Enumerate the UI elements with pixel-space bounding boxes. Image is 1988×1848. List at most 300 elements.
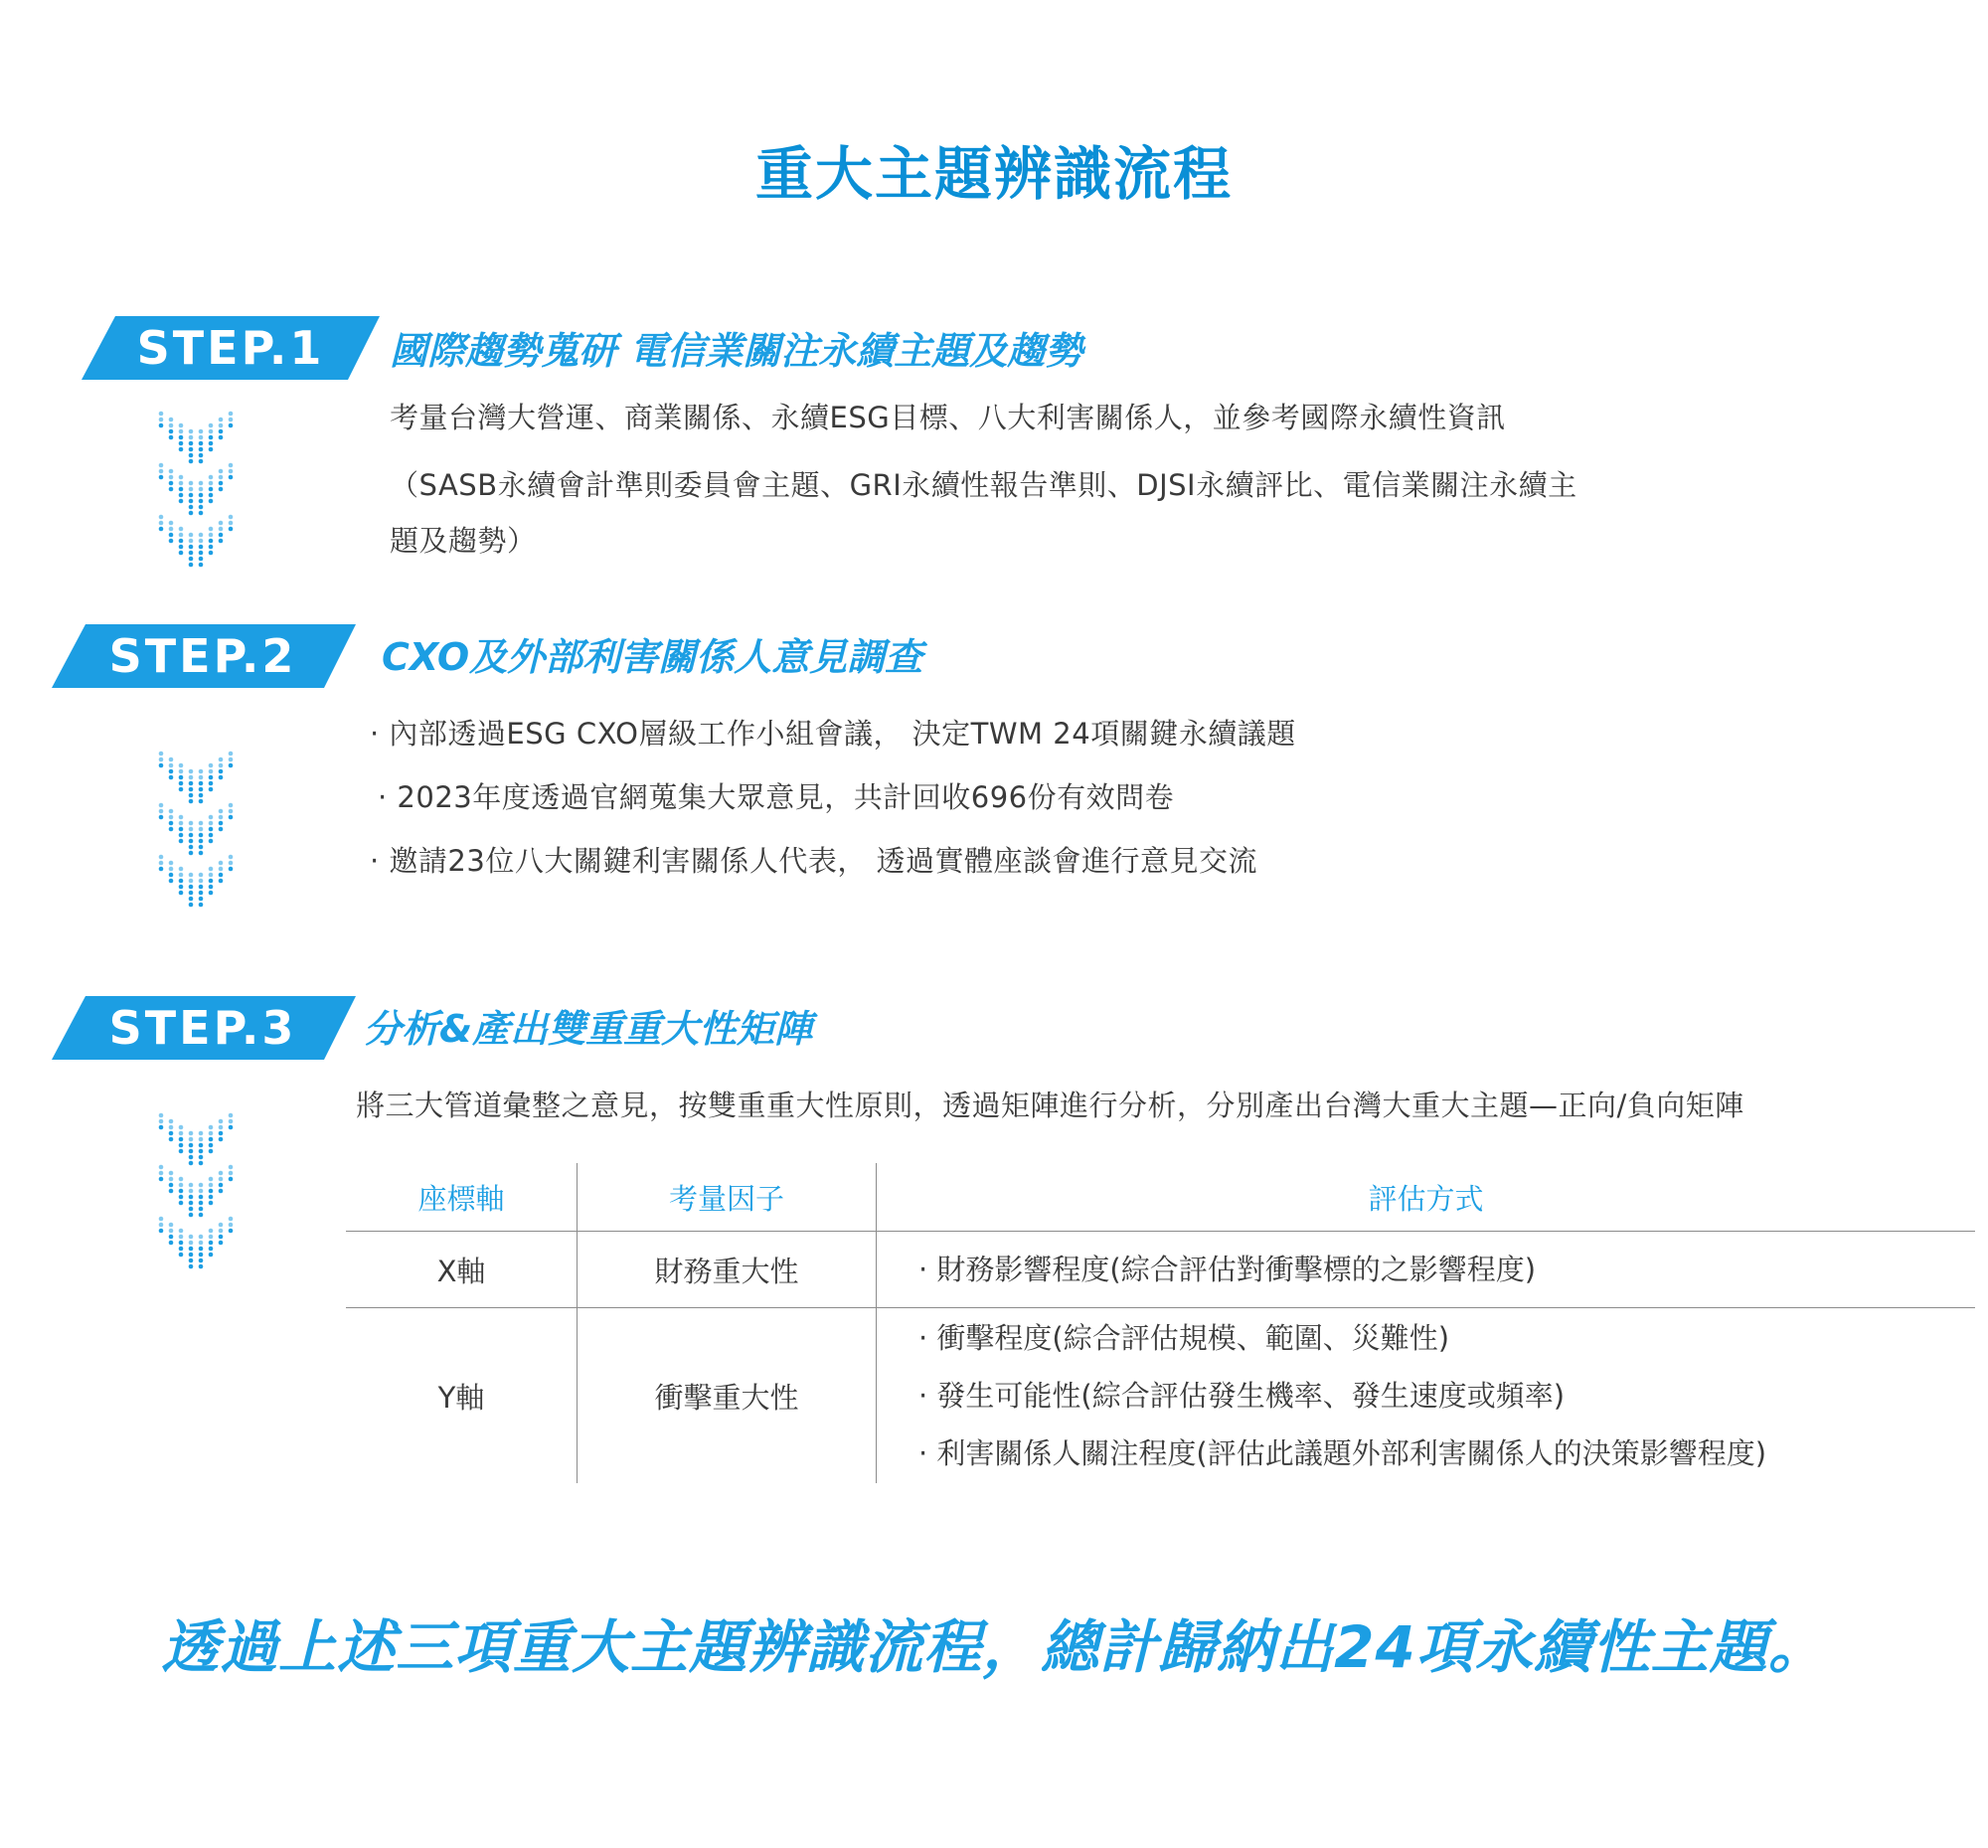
chevron-dot	[179, 487, 184, 492]
chevron-dot	[219, 481, 224, 486]
chevron-dot	[229, 469, 234, 474]
chevron-dot	[199, 1201, 204, 1206]
chevron-dot	[209, 1131, 214, 1136]
chevron-dot	[199, 1207, 204, 1212]
chevron-dot	[179, 1189, 184, 1194]
step-2-chevron-icon	[155, 748, 239, 915]
chevron-dot	[209, 533, 214, 538]
chevron-dot	[199, 1131, 204, 1136]
chevron-dot	[179, 1195, 184, 1200]
chevron-dot	[179, 827, 184, 832]
step-1-chevron-icon	[155, 408, 239, 575]
chevron-dot	[189, 833, 194, 838]
chevron-dot	[219, 475, 224, 480]
chevron-dot	[229, 763, 234, 768]
chevron-dot	[189, 1235, 194, 1240]
chevron-dot	[159, 867, 164, 872]
chevron-dot	[199, 1189, 204, 1194]
step-1-line-3: 題及趨勢）	[390, 524, 537, 558]
chevron-dot	[179, 815, 184, 820]
chevron-dot	[179, 441, 184, 446]
chevron-dot	[209, 499, 214, 504]
chevron-dot	[209, 487, 214, 492]
chevron-dot	[219, 418, 224, 422]
chevron-dot	[209, 787, 214, 792]
chevron-dot	[179, 1253, 184, 1258]
chevron-dot	[169, 487, 174, 492]
chevron-dot	[199, 435, 204, 440]
chevron-dot	[209, 481, 214, 486]
chevron-dot	[219, 1229, 224, 1234]
chevron-dot	[229, 861, 234, 866]
chevron-dot	[209, 781, 214, 786]
chevron-dot	[199, 891, 204, 896]
method-item: · 財務影響程度(綜合評估對衝擊標的之影響程度)	[918, 1253, 1537, 1286]
chevron-dot	[159, 1165, 164, 1170]
chevron-dot	[179, 551, 184, 556]
chevron-dot	[189, 879, 194, 884]
chevron-dot	[199, 429, 204, 434]
chevron-dot	[179, 499, 184, 504]
chevron-dot	[219, 1125, 224, 1130]
chevron-dot	[179, 1143, 184, 1148]
chevron-dot	[189, 429, 194, 434]
chevron-dot	[159, 521, 164, 526]
chevron-dot	[219, 423, 224, 428]
chevron-dot	[199, 493, 204, 498]
row-axis: X軸	[346, 1232, 578, 1308]
chevron-dot	[229, 527, 234, 532]
chevron-dot	[209, 815, 214, 820]
chevron-dot	[229, 463, 234, 468]
step-3-heading: 分析&產出雙重重大性矩陣	[364, 1007, 813, 1051]
chevron-dot	[169, 809, 174, 814]
chevron-dot	[179, 1131, 184, 1136]
chevron-dot	[169, 1183, 174, 1188]
chevron-dot	[159, 412, 164, 417]
chevron-dot	[179, 781, 184, 786]
chevron-dot	[189, 1259, 194, 1263]
step-1-heading: 國際趨勢蒐研 電信業關注永續主題及趨勢	[390, 329, 1083, 373]
chevron-dot	[199, 557, 204, 562]
table-header-row	[346, 1163, 1975, 1232]
row-axis: Y軸	[437, 1380, 485, 1415]
chevron-dot	[209, 1241, 214, 1246]
chevron-dot	[189, 1264, 194, 1269]
step-3-badge-label: STEP.3	[108, 1001, 297, 1055]
step-1-badge	[82, 316, 380, 380]
chevron-dot	[219, 1223, 224, 1228]
chevron-dot	[169, 867, 174, 872]
chevron-dot	[169, 821, 174, 826]
chevron-dot	[229, 757, 234, 762]
chevron-dot	[229, 412, 234, 417]
chevron-dot	[189, 557, 194, 562]
chevron-dot	[219, 435, 224, 440]
chevron-dot	[159, 418, 164, 422]
chevron-dot	[199, 769, 204, 774]
chevron-dot	[209, 1195, 214, 1200]
chevron-dot	[209, 1149, 214, 1154]
chevron-dot	[229, 515, 234, 520]
chevron-dot	[199, 879, 204, 884]
chevron-dot	[229, 475, 234, 480]
chevron-dot	[209, 527, 214, 532]
chevron-dot	[219, 1241, 224, 1246]
chevron-dot	[179, 775, 184, 780]
chevron-dot	[229, 418, 234, 422]
chevron-dot	[199, 781, 204, 786]
chevron-dot	[199, 545, 204, 550]
chevron-dot	[189, 1207, 194, 1212]
chevron-dot	[199, 1183, 204, 1188]
chevron-dot	[189, 447, 194, 452]
chevron-dot	[189, 845, 194, 850]
chevron-dot	[179, 533, 184, 538]
row-methods	[877, 1308, 1976, 1484]
chevron-dot	[169, 527, 174, 532]
chevron-dot	[199, 499, 204, 504]
chevron-dot	[179, 475, 184, 480]
chevron-dot	[169, 1131, 174, 1136]
chevron-dot	[179, 1241, 184, 1246]
chevron-dot	[209, 827, 214, 832]
chevron-dot	[159, 515, 164, 520]
chevron-dot	[229, 1165, 234, 1170]
chevron-dot	[209, 833, 214, 838]
chevron-dot	[179, 891, 184, 896]
chevron-dot	[169, 423, 174, 428]
chevron-dot	[199, 459, 204, 464]
chevron-dot	[159, 763, 164, 768]
chevron-dot	[199, 873, 204, 878]
chevron-dot	[169, 1235, 174, 1240]
chevron-dot	[219, 1235, 224, 1240]
chevron-dot	[219, 1189, 224, 1194]
chevron-dot	[159, 803, 164, 808]
chevron-dot	[179, 867, 184, 872]
chevron-dot	[219, 1177, 224, 1182]
chevron-dot	[199, 885, 204, 890]
chevron-dot	[189, 1143, 194, 1148]
chevron-dot	[169, 481, 174, 486]
chevron-dot	[189, 821, 194, 826]
chevron-dot	[179, 885, 184, 890]
chevron-dot	[209, 885, 214, 890]
chevron-dot	[219, 429, 224, 434]
step-1-line-2: （SASB永續會計準則委員會主題、GRI永續性報告準則、DJSI永續評比、電信業關注永續主	[390, 468, 1577, 502]
chevron-dot	[189, 453, 194, 458]
chevron-dot	[199, 481, 204, 486]
chevron-dot	[219, 775, 224, 780]
chevron-dot	[199, 839, 204, 844]
chevron-dot	[179, 1137, 184, 1142]
chevron-dot	[169, 1119, 174, 1124]
chevron-dot	[199, 551, 204, 556]
chevron-dot	[219, 827, 224, 832]
chevron-dot	[209, 839, 214, 844]
row-factor: 衝擊重大性	[578, 1308, 877, 1484]
summary-statement: 透過上述三項重大主題辨識流程，總計歸納出24項永續性主題。	[161, 1613, 1827, 1681]
chevron-dot	[189, 799, 194, 804]
chevron-dot	[159, 475, 164, 480]
chevron-dot	[209, 1247, 214, 1252]
chevron-dot	[189, 539, 194, 544]
chevron-dot	[179, 493, 184, 498]
chevron-dot	[229, 521, 234, 526]
chevron-dot	[159, 861, 164, 866]
chevron-dot	[219, 763, 224, 768]
chevron-dot	[179, 435, 184, 440]
chevron-dot	[189, 839, 194, 844]
chevron-dot	[179, 447, 184, 452]
chevron-dot	[199, 787, 204, 792]
chevron-dot	[199, 1247, 204, 1252]
chevron-dot	[189, 1201, 194, 1206]
chevron-dot	[179, 1247, 184, 1252]
chevron-dot	[199, 851, 204, 856]
chevron-dot	[209, 1177, 214, 1182]
chevron-dot	[209, 1201, 214, 1206]
chevron-dot	[229, 803, 234, 808]
step-2-line-2: · 2023年度透過官網蒐集大眾意見，共計回收696份有效問卷	[378, 780, 1175, 814]
chevron-dot	[189, 435, 194, 440]
step-2-badge	[52, 624, 356, 688]
chevron-dot	[189, 897, 194, 902]
chevron-dot	[159, 1171, 164, 1176]
chevron-dot	[189, 1241, 194, 1246]
chevron-dot	[159, 1223, 164, 1228]
chevron-dot	[229, 1177, 234, 1182]
chevron-dot	[209, 441, 214, 446]
chevron-dot	[199, 1241, 204, 1246]
chevron-dot	[179, 423, 184, 428]
chevron-dot	[189, 481, 194, 486]
chevron-dot	[199, 447, 204, 452]
chevron-dot	[189, 1195, 194, 1200]
chevron-dot	[209, 1125, 214, 1130]
step-1-line-1: 考量台灣大營運、商業關係、永續ESG目標、八大利害關係人，並參考國際永續性資訊	[390, 401, 1506, 434]
table-row	[346, 1308, 1975, 1484]
chevron-dot	[189, 891, 194, 896]
chevron-dot	[219, 533, 224, 538]
chevron-dot	[179, 763, 184, 768]
chevron-dot	[199, 1143, 204, 1148]
chevron-dot	[159, 1217, 164, 1222]
step-2-line-1: · 內部透過ESG CXO層級工作小組會議， 決定TWM 24項關鍵永續議題	[370, 717, 1296, 751]
chevron-dot	[199, 833, 204, 838]
chevron-dot	[169, 861, 174, 866]
chevron-dot	[209, 539, 214, 544]
chevron-dot	[189, 885, 194, 890]
chevron-dot	[179, 429, 184, 434]
chevron-dot	[219, 1119, 224, 1124]
chevron-dot	[229, 1229, 234, 1234]
chevron-dot	[199, 1264, 204, 1269]
page-title: 重大主題辨識流程	[754, 140, 1233, 208]
chevron-dot	[179, 821, 184, 826]
chevron-dot	[199, 1259, 204, 1263]
chevron-dot	[159, 1229, 164, 1234]
chevron-dot	[169, 469, 174, 474]
step-3-badge	[52, 996, 356, 1060]
chevron-dot	[169, 879, 174, 884]
chevron-dot	[159, 855, 164, 860]
chevron-dot	[229, 1119, 234, 1124]
chevron-dot	[229, 423, 234, 428]
chevron-dot	[159, 463, 164, 468]
chevron-dot	[199, 821, 204, 826]
step-1-badge-label: STEP.1	[136, 321, 325, 375]
chevron-dot	[179, 539, 184, 544]
chevron-dot	[169, 1171, 174, 1176]
chevron-dot	[189, 505, 194, 510]
chevron-dot	[229, 867, 234, 872]
chevron-dot	[179, 1201, 184, 1206]
chevron-dot	[229, 815, 234, 820]
chevron-dot	[229, 1217, 234, 1222]
chevron-dot	[209, 545, 214, 550]
step-2-line-3: · 邀請23位八大關鍵利害關係人代表， 透過實體座談會進行意見交流	[370, 844, 1258, 878]
chevron-dot	[209, 423, 214, 428]
chevron-dot	[169, 435, 174, 440]
chevron-dot	[159, 527, 164, 532]
chevron-dot	[219, 809, 224, 814]
chevron-dot	[179, 787, 184, 792]
chevron-dot	[169, 1177, 174, 1182]
chevron-dot	[189, 1161, 194, 1166]
chevron-dot	[169, 539, 174, 544]
chevron-dot	[169, 1125, 174, 1130]
chevron-dot	[199, 1195, 204, 1200]
chevron-dot	[219, 879, 224, 884]
chevron-dot	[209, 879, 214, 884]
chevron-dot	[219, 867, 224, 872]
chevron-dot	[209, 873, 214, 878]
chevron-dot	[189, 1137, 194, 1142]
header-factor: 考量因子	[578, 1163, 877, 1232]
step-2-badge-label: STEP.2	[108, 629, 297, 683]
chevron-dot	[209, 821, 214, 826]
chevron-dot	[229, 809, 234, 814]
chevron-dot	[209, 1189, 214, 1194]
chevron-dot	[189, 551, 194, 556]
chevron-dot	[219, 521, 224, 526]
chevron-dot	[199, 775, 204, 780]
chevron-dot	[199, 505, 204, 510]
chevron-dot	[189, 1213, 194, 1218]
chevron-dot	[189, 459, 194, 464]
chevron-dot	[199, 793, 204, 798]
chevron-dot	[199, 897, 204, 902]
chevron-dot	[219, 527, 224, 532]
chevron-dot	[179, 833, 184, 838]
chevron-dot	[199, 1213, 204, 1218]
chevron-dot	[189, 851, 194, 856]
chevron-dot	[209, 763, 214, 768]
chevron-dot	[199, 511, 204, 516]
chevron-dot	[189, 511, 194, 516]
chevron-dot	[199, 1155, 204, 1160]
chevron-dot	[219, 757, 224, 762]
chevron-dot	[199, 1137, 204, 1142]
chevron-dot	[189, 493, 194, 498]
chevron-dot	[169, 775, 174, 780]
chevron-dot	[219, 1183, 224, 1188]
chevron-dot	[199, 533, 204, 538]
chevron-dot	[189, 487, 194, 492]
chevron-dot	[179, 1235, 184, 1240]
chevron-dot	[199, 453, 204, 458]
chevron-dot	[189, 545, 194, 550]
chevron-dot	[179, 481, 184, 486]
chevron-dot	[159, 423, 164, 428]
chevron-dot	[209, 1253, 214, 1258]
chevron-dot	[199, 827, 204, 832]
chevron-dot	[199, 845, 204, 850]
chevron-dot	[189, 775, 194, 780]
step-3-chevron-icon	[155, 1109, 239, 1276]
chevron-dot	[219, 1137, 224, 1142]
chevron-dot	[199, 799, 204, 804]
chevron-dot	[229, 855, 234, 860]
chevron-dot	[159, 757, 164, 762]
chevron-dot	[209, 429, 214, 434]
chevron-dot	[179, 769, 184, 774]
chevron-dot	[169, 1241, 174, 1246]
chevron-dot	[229, 1113, 234, 1118]
chevron-dot	[169, 521, 174, 526]
chevron-dot	[219, 539, 224, 544]
chevron-dot	[219, 815, 224, 820]
chevron-dot	[199, 441, 204, 446]
chevron-dot	[209, 447, 214, 452]
chevron-dot	[179, 873, 184, 878]
chevron-dot	[189, 1131, 194, 1136]
chevron-dot	[219, 469, 224, 474]
chevron-dot	[189, 903, 194, 908]
chevron-dot	[159, 1113, 164, 1118]
step-3-line-1: 將三大管道彙整之意見，按雙重重大性原則，透過矩陣進行分析，分別產出台灣大重大主題—正向/負向矩陣	[356, 1089, 1744, 1122]
chevron-dot	[169, 757, 174, 762]
chevron-dot	[189, 563, 194, 568]
chevron-dot	[189, 533, 194, 538]
chevron-dot	[169, 815, 174, 820]
chevron-dot	[199, 1253, 204, 1258]
chevron-dot	[169, 1189, 174, 1194]
chevron-dot	[169, 769, 174, 774]
chevron-dot	[159, 1119, 164, 1124]
chevron-dot	[219, 487, 224, 492]
chevron-dot	[219, 1171, 224, 1176]
chevron-dot	[199, 487, 204, 492]
chevron-dot	[189, 1189, 194, 1194]
chevron-dot	[209, 551, 214, 556]
table-row	[346, 1232, 1975, 1308]
chevron-dot	[209, 475, 214, 480]
chevron-dot	[209, 775, 214, 780]
chevron-dot	[179, 545, 184, 550]
chevron-dot	[179, 839, 184, 844]
chevron-dot	[189, 441, 194, 446]
chevron-dot	[209, 1235, 214, 1240]
chevron-dot	[189, 499, 194, 504]
chevron-dot	[159, 1125, 164, 1130]
chevron-dot	[199, 1149, 204, 1154]
header-method: 評估方式	[877, 1163, 1976, 1232]
chevron-dot	[189, 827, 194, 832]
chevron-dot	[179, 879, 184, 884]
